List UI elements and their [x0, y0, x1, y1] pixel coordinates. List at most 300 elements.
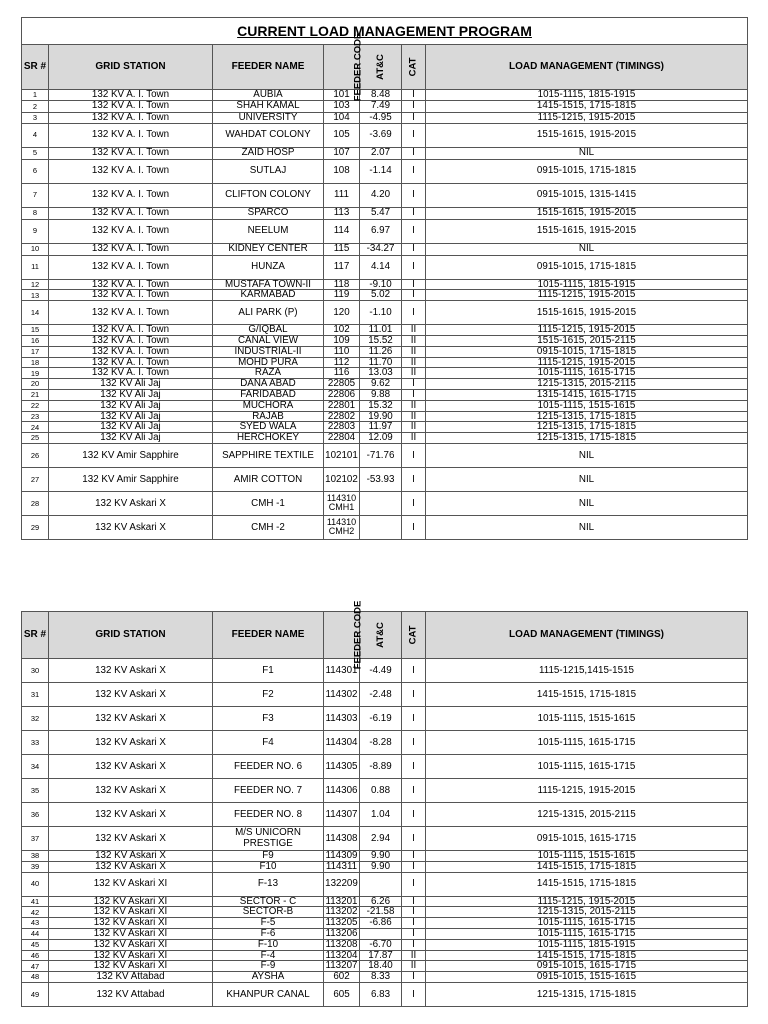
feeder-name-cell: ALI PARK (P) [213, 301, 324, 325]
feeder-name-cell: ZAID HOSP [213, 147, 324, 159]
sr-cell: 27 [22, 467, 49, 491]
feeder-name-cell: SHAH KAMAL [213, 100, 324, 112]
load-management-cell: 1515-1615, 1915-2015 [426, 207, 748, 219]
load-management-cell: 1215-1315, 1715-1815 [426, 433, 748, 444]
atc-cell: -6.70 [360, 939, 402, 950]
cat-cell: I [402, 851, 426, 862]
feeder-code-cell: 114308 [324, 827, 360, 851]
atc-cell: -4.49 [360, 659, 402, 683]
feeder-code-cell: 113201 [324, 896, 360, 907]
load-management-cell: 1115-1215, 1915-2015 [426, 357, 748, 368]
table-row [22, 467, 748, 491]
feeder-name-cell: F-10 [213, 939, 324, 950]
load-management-cell: 1015-1115, 1515-1615 [426, 707, 748, 731]
feeder-code-cell: 119 [324, 290, 360, 301]
feeder-name-cell: INDUSTRIAL-II [213, 346, 324, 357]
atc-cell: 0.88 [360, 779, 402, 803]
cat-cell: I [402, 827, 426, 851]
load-management-cell: 1115-1215, 1915-2015 [426, 112, 748, 123]
feeder-code-cell: 113205 [324, 918, 360, 929]
feeder-code-cell: 132209 [324, 872, 360, 896]
cat-cell: I [402, 219, 426, 243]
feeder-code-cell: 22803 [324, 422, 360, 433]
cat-cell: I [402, 907, 426, 918]
cat-cell: I [402, 183, 426, 207]
grid-station-cell: 132 KV A. I. Town [49, 219, 213, 243]
cat-cell: I [402, 515, 426, 539]
load-management-cell: 0915-1015, 1315-1415 [426, 183, 748, 207]
sr-cell: 14 [22, 301, 49, 325]
feeder-name-cell: SUTLAJ [213, 159, 324, 183]
feeder-name-cell: KARMABAD [213, 290, 324, 301]
atc-cell: 6.97 [360, 219, 402, 243]
header-load-management: LOAD MANAGEMENT (TIMINGS) [426, 612, 748, 659]
cat-cell: I [402, 112, 426, 123]
load-management-cell: 1215-1315, 2015-2115 [426, 803, 748, 827]
load-management-cell: 0915-1015, 1615-1715 [426, 961, 748, 972]
load-management-cell: 1015-1115, 1815-1915 [426, 939, 748, 950]
table-row [22, 433, 748, 444]
cat-cell: I [402, 982, 426, 1006]
feeder-code-cell: 602 [324, 972, 360, 983]
atc-cell: 15.32 [360, 400, 402, 411]
atc-cell: 5.02 [360, 290, 402, 301]
sr-cell: 11 [22, 255, 49, 279]
feeder-code-cell [324, 491, 360, 515]
table-row [22, 827, 748, 851]
feeder-code-cell: 22802 [324, 411, 360, 422]
feeder-name-cell: F4 [213, 731, 324, 755]
table-row [22, 491, 748, 515]
feeder-code-cell: 102101 [324, 443, 360, 467]
sr-cell: 45 [22, 939, 49, 950]
cat-cell: II [402, 961, 426, 972]
grid-station-cell: 132 KV A. I. Town [49, 346, 213, 357]
sr-cell: 26 [22, 443, 49, 467]
table-row [22, 255, 748, 279]
cat-cell: I [402, 389, 426, 400]
table-row [22, 928, 748, 939]
load-table-2 [21, 600, 748, 1007]
sr-cell: 47 [22, 961, 49, 972]
table-row [22, 335, 748, 346]
atc-cell: -8.28 [360, 731, 402, 755]
feeder-code-number: 114310 [326, 493, 357, 504]
sr-cell: 22 [22, 400, 49, 411]
header-atc: AT&C [360, 45, 402, 90]
grid-station-cell: 132 KV Askari X [49, 803, 213, 827]
cat-cell: I [402, 918, 426, 929]
sr-cell: 37 [22, 827, 49, 851]
atc-cell [360, 515, 402, 539]
atc-cell: 9.90 [360, 861, 402, 872]
atc-cell: 1.04 [360, 803, 402, 827]
page-title: CURRENT LOAD MANAGEMENT PROGRAM [22, 18, 748, 45]
atc-cell: 9.62 [360, 379, 402, 390]
header-load-management: LOAD MANAGEMENT (TIMINGS) [426, 45, 748, 90]
load-management-cell: 0915-1015, 1715-1815 [426, 159, 748, 183]
load-management-cell: 1315-1415, 1615-1715 [426, 389, 748, 400]
grid-station-cell: 132 KV Askari XI [49, 950, 213, 961]
feeder-name-cell: G/IQBAL [213, 325, 324, 336]
load-management-cell: 1015-1115, 1515-1615 [426, 400, 748, 411]
feeder-name-cell: MUCHORA [213, 400, 324, 411]
header-grid-station: GRID STATION [49, 45, 213, 90]
cat-cell: I [402, 803, 426, 827]
feeder-name-cell: SECTOR-B [213, 907, 324, 918]
sr-cell: 2 [22, 100, 49, 112]
grid-station-cell: 132 KV Askari XI [49, 907, 213, 918]
feeder-code-cell: 105 [324, 123, 360, 147]
sr-cell: 4 [22, 123, 49, 147]
grid-station-cell: 132 KV A. I. Town [49, 100, 213, 112]
grid-station-cell: 132 KV Askari X [49, 779, 213, 803]
grid-station-cell: 132 KV Askari XI [49, 928, 213, 939]
table-row [22, 707, 748, 731]
grid-station-cell: 132 KV Askari XI [49, 918, 213, 929]
load-management-cell: 1215-1315, 2015-2115 [426, 379, 748, 390]
cat-cell: I [402, 491, 426, 515]
atc-cell: 9.88 [360, 389, 402, 400]
atc-cell: 11.70 [360, 357, 402, 368]
table-row [22, 290, 748, 301]
table-row [22, 159, 748, 183]
sr-cell: 32 [22, 707, 49, 731]
table-row [22, 872, 748, 896]
cat-cell: II [402, 422, 426, 433]
table-row [22, 961, 748, 972]
load-management-cell: 1115-1215, 1915-2015 [426, 290, 748, 301]
atc-cell: 6.26 [360, 896, 402, 907]
load-management-cell: 1515-1615, 1915-2015 [426, 123, 748, 147]
feeder-name-cell: F-5 [213, 918, 324, 929]
table-row [22, 918, 748, 929]
cat-cell: I [402, 123, 426, 147]
atc-cell: -2.48 [360, 683, 402, 707]
atc-cell: 19.90 [360, 411, 402, 422]
grid-station-cell: 132 KV A. I. Town [49, 290, 213, 301]
sr-cell: 36 [22, 803, 49, 827]
load-management-cell: 0915-1015, 1615-1715 [426, 827, 748, 851]
atc-cell: -3.69 [360, 123, 402, 147]
grid-station-cell: 132 KV A. I. Town [49, 159, 213, 183]
feeder-code-cell: 113204 [324, 950, 360, 961]
atc-cell: -53.93 [360, 467, 402, 491]
feeder-code-cell: 114304 [324, 731, 360, 755]
feeder-name-cell: F3 [213, 707, 324, 731]
sr-cell: 17 [22, 346, 49, 357]
grid-station-cell: 132 KV Ali Jaj [49, 422, 213, 433]
atc-cell: 15.52 [360, 335, 402, 346]
feeder-code-cell: 102 [324, 325, 360, 336]
header-feeder-code: FEEDER CODE [324, 612, 360, 659]
load-management-cell: 0915-1015, 1715-1815 [426, 346, 748, 357]
cat-cell: I [402, 779, 426, 803]
atc-cell: 7.49 [360, 100, 402, 112]
cat-cell: I [402, 100, 426, 112]
table-row [22, 779, 748, 803]
feeder-code-cell: 22806 [324, 389, 360, 400]
sr-cell: 44 [22, 928, 49, 939]
sr-cell: 16 [22, 335, 49, 346]
cat-cell: I [402, 707, 426, 731]
grid-station-cell: 132 KV Askari XI [49, 896, 213, 907]
sr-cell: 7 [22, 183, 49, 207]
load-management-cell: 1015-1115, 1815-1915 [426, 90, 748, 101]
sr-cell: 10 [22, 243, 49, 255]
load-management-cell: 1515-1615, 2015-2115 [426, 335, 748, 346]
feeder-name-cell: CMH -1 [213, 491, 324, 515]
table-1-body [22, 90, 748, 540]
cat-cell: II [402, 368, 426, 379]
feeder-code-cell: 120 [324, 301, 360, 325]
load-management-cell: 1515-1615, 1915-2015 [426, 219, 748, 243]
cat-cell: I [402, 972, 426, 983]
feeder-code-cell: 114306 [324, 779, 360, 803]
sr-cell: 48 [22, 972, 49, 983]
cat-cell: I [402, 872, 426, 896]
table-row [22, 301, 748, 325]
table-row [22, 207, 748, 219]
load-management-cell: 0915-1015, 1515-1615 [426, 972, 748, 983]
atc-cell: 12.09 [360, 433, 402, 444]
table-row [22, 123, 748, 147]
header-feeder-code: FEEDER CODE [324, 45, 360, 90]
feeder-name-cell: SPARCO [213, 207, 324, 219]
table-row [22, 219, 748, 243]
feeder-name-cell: CLIFTON COLONY [213, 183, 324, 207]
feeder-code-cell: 113208 [324, 939, 360, 950]
cat-cell: I [402, 896, 426, 907]
cat-cell: I [402, 290, 426, 301]
table-row [22, 357, 748, 368]
load-management-cell: 1115-1215, 1915-2015 [426, 896, 748, 907]
feeder-code-cell: 104 [324, 112, 360, 123]
load-management-cell: NIL [426, 243, 748, 255]
feeder-name-cell: F-6 [213, 928, 324, 939]
atc-cell: 18.40 [360, 961, 402, 972]
load-management-cell: 1015-1115, 1615-1715 [426, 755, 748, 779]
load-management-cell: 1415-1515, 1715-1815 [426, 100, 748, 112]
table-row [22, 389, 748, 400]
feeder-code-cell: 22805 [324, 379, 360, 390]
grid-station-cell: 132 KV Ali Jaj [49, 400, 213, 411]
sr-cell: 15 [22, 325, 49, 336]
feeder-code-label: CMH1 [328, 502, 355, 513]
atc-cell: -34.27 [360, 243, 402, 255]
table-row [22, 346, 748, 357]
feeder-name-cell: NEELUM [213, 219, 324, 243]
feeder-name-cell: SYED WALA [213, 422, 324, 433]
table-row [22, 907, 748, 918]
atc-cell: 4.20 [360, 183, 402, 207]
atc-cell: 5.47 [360, 207, 402, 219]
feeder-name-cell: CMH -2 [213, 515, 324, 539]
feeder-name-cell: M/S UNICORN PRESTIGE [213, 827, 324, 851]
sr-cell: 29 [22, 515, 49, 539]
feeder-code-cell: 114303 [324, 707, 360, 731]
feeder-code-number: 114310 [326, 517, 357, 528]
table-row [22, 683, 748, 707]
grid-station-cell: 132 KV Askari X [49, 861, 213, 872]
grid-station-cell: 132 KV Askari XI [49, 939, 213, 950]
feeder-name-cell: FEEDER NO. 8 [213, 803, 324, 827]
grid-station-cell: 132 KV Askari XI [49, 961, 213, 972]
cat-cell: I [402, 683, 426, 707]
header-sr: SR # [22, 45, 49, 90]
cat-cell: I [402, 243, 426, 255]
header-cat: CAT [402, 45, 426, 90]
cat-cell: I [402, 443, 426, 467]
grid-station-cell: 132 KV Amir Sapphire [49, 443, 213, 467]
atc-cell: 2.07 [360, 147, 402, 159]
table-row [22, 982, 748, 1006]
cat-cell: II [402, 411, 426, 422]
sr-cell: 12 [22, 279, 49, 290]
sr-cell: 20 [22, 379, 49, 390]
table-row [22, 861, 748, 872]
table-row [22, 112, 748, 123]
atc-cell: -6.86 [360, 918, 402, 929]
sr-cell: 5 [22, 147, 49, 159]
load-management-cell: 1415-1515, 1715-1815 [426, 861, 748, 872]
load-management-cell: 1215-1315, 2015-2115 [426, 907, 748, 918]
cat-cell: I [402, 90, 426, 101]
table-row [22, 90, 748, 101]
sr-cell: 19 [22, 368, 49, 379]
feeder-name-cell: MOHD PURA [213, 357, 324, 368]
feeder-code-cell: 114311 [324, 861, 360, 872]
table-row [22, 443, 748, 467]
header-feeder-name: FEEDER NAME [213, 45, 324, 90]
feeder-code-label: CMH2 [328, 526, 355, 537]
feeder-name-cell: FARIDABAD [213, 389, 324, 400]
atc-cell: 8.33 [360, 972, 402, 983]
feeder-name-cell: UNIVERSITY [213, 112, 324, 123]
sr-cell: 21 [22, 389, 49, 400]
feeder-name-cell: HERCHOKEY [213, 433, 324, 444]
grid-station-cell: 132 KV A. I. Town [49, 335, 213, 346]
feeder-code-cell: 101 [324, 90, 360, 101]
table-row [22, 183, 748, 207]
feeder-name-cell: CANAL VIEW [213, 335, 324, 346]
atc-cell: 9.90 [360, 851, 402, 862]
feeder-code-cell: 114 [324, 219, 360, 243]
table-row [22, 100, 748, 112]
sr-cell: 9 [22, 219, 49, 243]
feeder-name-cell: RAZA [213, 368, 324, 379]
table-row [22, 325, 748, 336]
atc-cell: -8.89 [360, 755, 402, 779]
load-management-cell: NIL [426, 467, 748, 491]
cat-cell: II [402, 433, 426, 444]
grid-station-cell: 132 KV A. I. Town [49, 147, 213, 159]
grid-station-cell: 132 KV A. I. Town [49, 301, 213, 325]
feeder-name-cell: HUNZA [213, 255, 324, 279]
feeder-name-cell: F9 [213, 851, 324, 862]
feeder-name-cell: F-4 [213, 950, 324, 961]
atc-cell: -71.76 [360, 443, 402, 467]
feeder-name-cell: FEEDER NO. 6 [213, 755, 324, 779]
cat-cell: I [402, 755, 426, 779]
feeder-code-cell: 108 [324, 159, 360, 183]
feeder-name-cell: AMIR COTTON [213, 467, 324, 491]
atc-cell [360, 928, 402, 939]
feeder-code-cell: 22801 [324, 400, 360, 411]
table-row [22, 515, 748, 539]
grid-station-cell: 132 KV Askari X [49, 683, 213, 707]
grid-station-cell: 132 KV A. I. Town [49, 325, 213, 336]
sr-cell: 31 [22, 683, 49, 707]
load-management-cell: 1415-1515, 1715-1815 [426, 950, 748, 961]
grid-station-cell: 132 KV Askari X [49, 827, 213, 851]
feeder-name-cell: WAHDAT COLONY [213, 123, 324, 147]
sr-cell: 23 [22, 411, 49, 422]
sr-cell: 49 [22, 982, 49, 1006]
grid-station-cell: 132 KV A. I. Town [49, 123, 213, 147]
load-management-cell: 1415-1515, 1715-1815 [426, 872, 748, 896]
table-row [22, 896, 748, 907]
feeder-code-cell: 115 [324, 243, 360, 255]
grid-station-cell: 132 KV A. I. Town [49, 368, 213, 379]
cat-cell: I [402, 159, 426, 183]
header-atc: AT&C [360, 612, 402, 659]
grid-station-cell: 132 KV A. I. Town [49, 183, 213, 207]
feeder-code-cell: 113207 [324, 961, 360, 972]
atc-cell: 4.14 [360, 255, 402, 279]
feeder-name-cell: SAPPHIRE TEXTILE [213, 443, 324, 467]
sr-cell: 46 [22, 950, 49, 961]
grid-station-cell: 132 KV Askari X [49, 491, 213, 515]
load-management-cell: 1115-1215, 1915-2015 [426, 325, 748, 336]
table-row [22, 379, 748, 390]
feeder-name-cell: KIDNEY CENTER [213, 243, 324, 255]
cat-cell: I [402, 147, 426, 159]
feeder-name-cell: KHANPUR CANAL [213, 982, 324, 1006]
feeder-name-cell: RAJAB [213, 411, 324, 422]
load-management-cell: 1215-1315, 1715-1815 [426, 422, 748, 433]
cat-cell: I [402, 659, 426, 683]
sr-cell: 41 [22, 896, 49, 907]
grid-station-cell: 132 KV A. I. Town [49, 279, 213, 290]
table-2-body [22, 659, 748, 1007]
feeder-code-cell: 112 [324, 357, 360, 368]
sr-cell: 33 [22, 731, 49, 755]
sr-cell: 1 [22, 90, 49, 101]
feeder-code-cell [324, 515, 360, 539]
atc-cell: 8.48 [360, 90, 402, 101]
cat-cell: I [402, 928, 426, 939]
load-management-cell: 1015-1115, 1815-1915 [426, 279, 748, 290]
cat-cell: I [402, 255, 426, 279]
grid-station-cell: 132 KV A. I. Town [49, 255, 213, 279]
sr-cell: 28 [22, 491, 49, 515]
load-management-cell: NIL [426, 515, 748, 539]
atc-cell: -1.10 [360, 301, 402, 325]
feeder-code-cell: 111 [324, 183, 360, 207]
grid-station-cell: 132 KV A. I. Town [49, 243, 213, 255]
grid-station-cell: 132 KV Askari X [49, 851, 213, 862]
sr-cell: 38 [22, 851, 49, 862]
feeder-name-cell: F1 [213, 659, 324, 683]
atc-cell: -4.95 [360, 112, 402, 123]
cat-cell: I [402, 467, 426, 491]
grid-station-cell: 132 KV Askari X [49, 659, 213, 683]
table-row [22, 659, 748, 683]
table-row [22, 411, 748, 422]
feeder-code-cell: 114309 [324, 851, 360, 862]
cat-cell: I [402, 379, 426, 390]
